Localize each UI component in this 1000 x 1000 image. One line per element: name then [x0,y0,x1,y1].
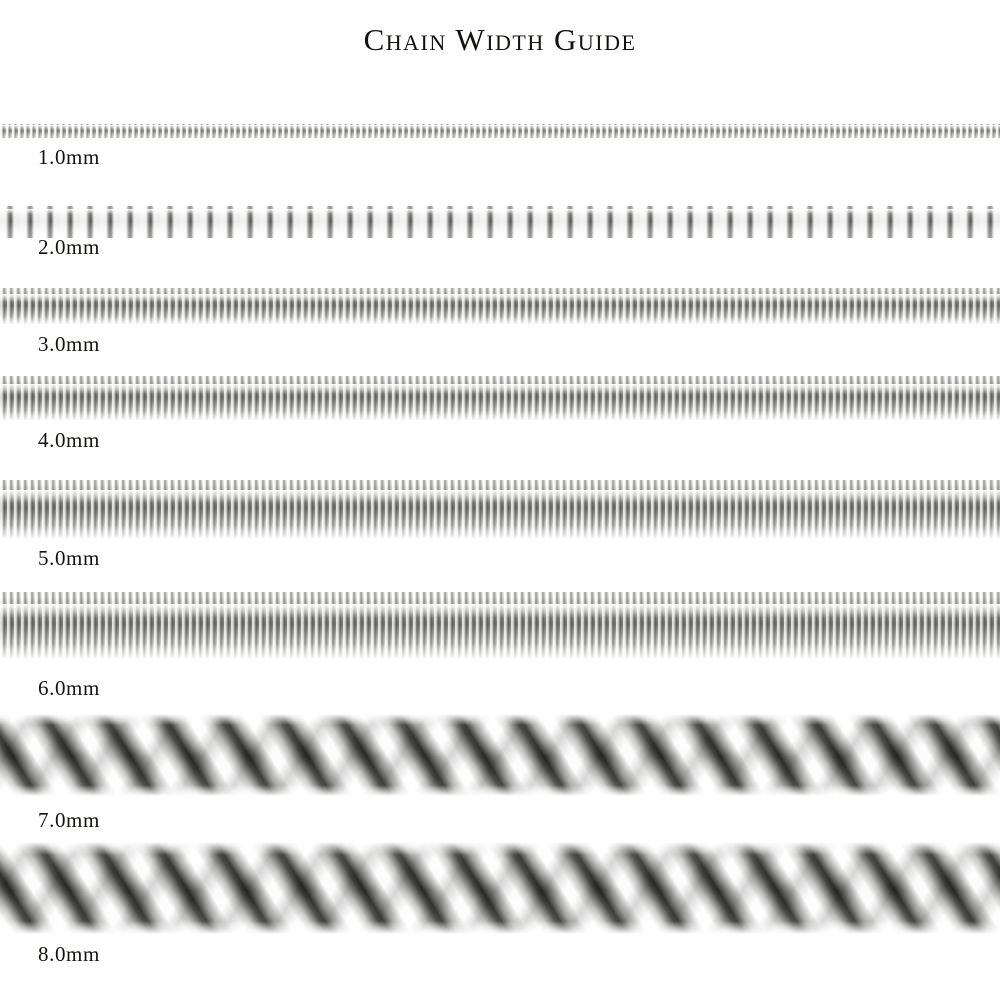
chain-swatch-3-0mm [0,288,1000,324]
chain-highlight [0,294,1000,302]
chain-lowlight [0,410,1000,420]
chain-label-8-0mm: 8.0mm [38,942,100,966]
chain-label-1-0mm: 1.0mm [38,145,100,169]
chain-highlight [0,490,1000,503]
chain-swatch-4-0mm [0,376,1000,420]
chain-label-4-0mm: 4.0mm [38,428,100,452]
chain-label-3-0mm: 3.0mm [38,332,100,356]
chain-swatch-6-0mm [0,592,1000,658]
chain-swatch-2-0mm [0,206,1000,238]
chain-highlight [0,384,1000,394]
chain-swatch-7-0mm [0,714,1000,796]
chain-label-2-0mm: 2.0mm [38,235,100,259]
chain-edge-top [0,714,1000,725]
chain-swatch-5-0mm [0,480,1000,538]
chain-edge-bottom [0,785,1000,796]
chain-texture [0,206,1000,238]
chain-highlight [0,604,1000,619]
chain-edge-top [0,842,1000,855]
chain-edge-bottom [0,921,1000,934]
chain-label-7-0mm: 7.0mm [38,808,100,832]
chain-swatch-8-0mm [0,842,1000,934]
chain-lowlight [0,643,1000,658]
chain-lowlight [0,525,1000,538]
chain-label-5-0mm: 5.0mm [38,546,100,570]
chain-swatch-1-0mm [0,124,1000,138]
chain-texture [0,124,1000,138]
chain-lowlight [0,316,1000,324]
chain-label-6-0mm: 6.0mm [38,676,100,700]
page-title: Chain Width Guide [363,22,637,57]
